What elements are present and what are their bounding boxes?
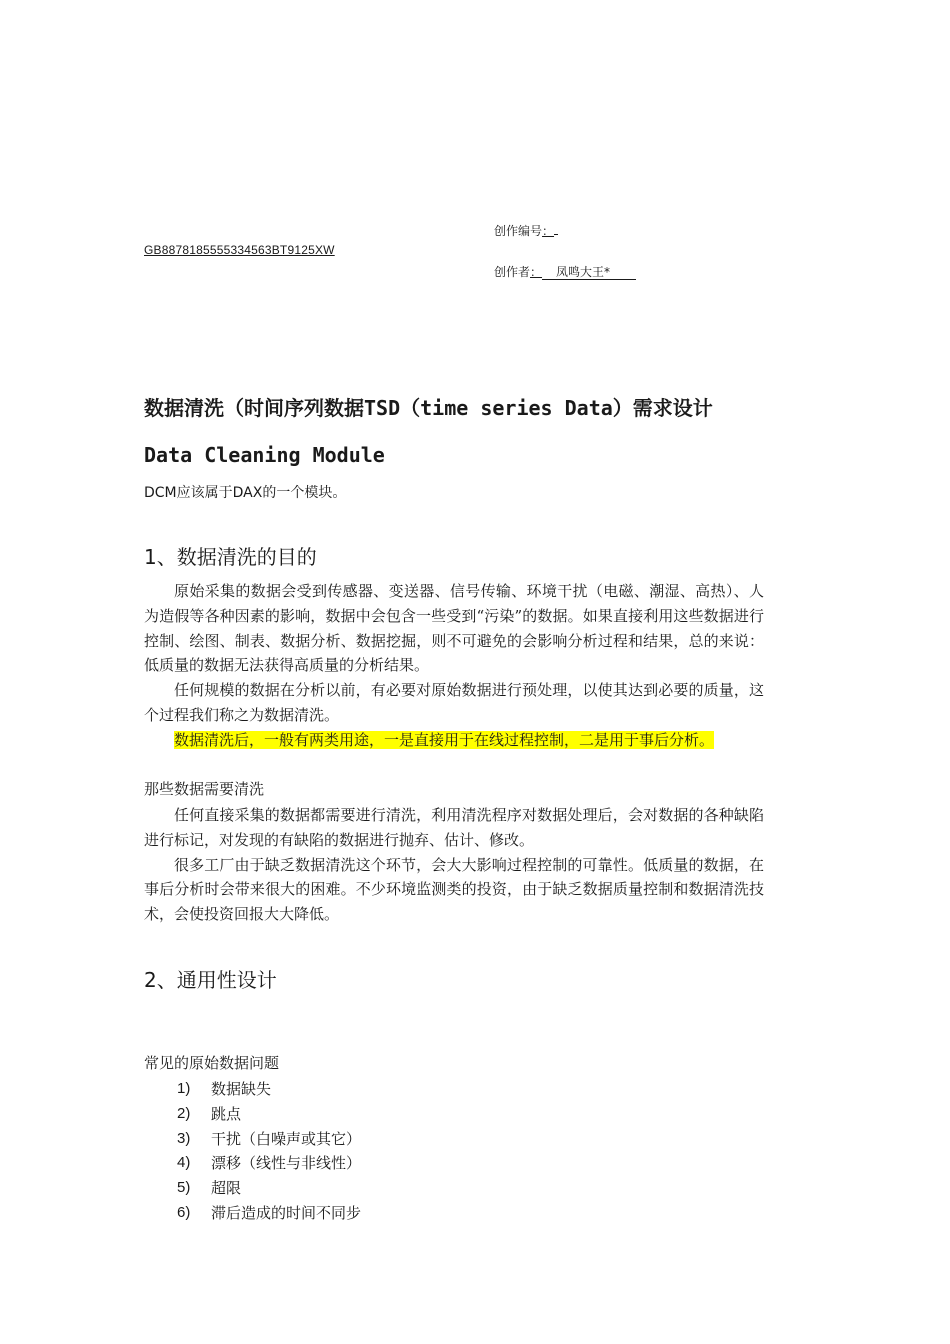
author-colon: ： [530, 265, 543, 279]
list-item-number: 6) [177, 1203, 191, 1221]
document-subtitle: Data Cleaning Module [144, 443, 385, 467]
list-item [177, 1151, 361, 1176]
list-item-number: 3) [177, 1129, 191, 1147]
list-item-text: 超限 [211, 1179, 242, 1198]
creation-number-row [494, 222, 558, 239]
which-data-body [144, 803, 764, 927]
section-1-body [144, 579, 764, 753]
which-data-heading: 那些数据需要清洗 [144, 780, 265, 798]
creation-number-blank [554, 234, 558, 235]
intro-text: DCM应该属于DAX的一个模块。 [144, 485, 347, 501]
section-1-heading: 1、数据清洗的目的 [144, 545, 317, 569]
list-item-text: 数据缺失 [211, 1080, 272, 1098]
author-label: 创作者 [494, 265, 531, 279]
list-item-text: 跳点 [211, 1104, 242, 1123]
document-code: GB8878185555334563BT9125XW [144, 243, 335, 257]
list-item [177, 1077, 361, 1102]
paragraph: 任何直接采集的数据都需要进行清洗，利用清洗程序对数据处理后，会对数据的各种缺陷进行标记，对发现的有缺陷的数据进行抛弃、估计、修改。 [144, 806, 764, 849]
list-item-number: 5) [177, 1179, 191, 1197]
list-item-number: 4) [177, 1154, 191, 1172]
list-item-number: 2) [177, 1104, 191, 1122]
list-item [177, 1102, 361, 1127]
list-item [177, 1201, 361, 1226]
paragraph: 原始采集的数据会受到传感器、变送器、信号传输、环境干扰（电磁、潮湿、高热）、人为造假等各种因素的影响，数据中会包含一些受到“污染”的数据。如果直接利用这些数据进行控制、绘图、制表、数据分析、数据挖掘，则不可避免的会影响分析过程和结果，总的来说：低质量的数据无法获得高质量的分析结果。 [144, 582, 764, 675]
list-item [177, 1127, 361, 1152]
list-item-text: 漂移（线性与非线性） [211, 1154, 362, 1173]
document-title: 数据清洗（时间序列数据TSD（time series Data）需求设计 [144, 396, 713, 420]
paragraph: 很多工厂由于缺乏数据清洗这个环节，会大大影响过程控制的可靠性。低质量的数据，在事后分析时会带来很大的困难。不少环境监测类的投资，由于缺乏数据质量控制和数据清洗技术，会使投资回报大大降低。 [144, 855, 764, 924]
list-item-text: 滞后造成的时间不同步 [211, 1203, 362, 1222]
author-row [494, 263, 636, 280]
paragraph: 任何规模的数据在分析以前，有必要对原始数据进行预处理，以使其达到必要的质量，这个过程我们称之为数据清洗。 [144, 681, 764, 724]
issues-list [177, 1077, 361, 1226]
issues-heading: 常见的原始数据问题 [144, 1054, 280, 1072]
creation-number-label: 创作编号 [494, 224, 543, 238]
list-item-number: 1) [177, 1080, 191, 1097]
author-value: 凤鸣大王* [542, 265, 636, 280]
list-item-text: 干扰（白噪声或其它） [211, 1129, 362, 1148]
creation-number-colon: ： [542, 224, 555, 238]
highlighted-text: 数据清洗后，一般有两类用途，一是直接用于在线过程控制，二是用于事后分析。 [174, 730, 715, 749]
list-item [177, 1176, 361, 1201]
section-2-heading: 2、通用性设计 [144, 968, 277, 992]
highlighted-paragraph [144, 728, 764, 753]
